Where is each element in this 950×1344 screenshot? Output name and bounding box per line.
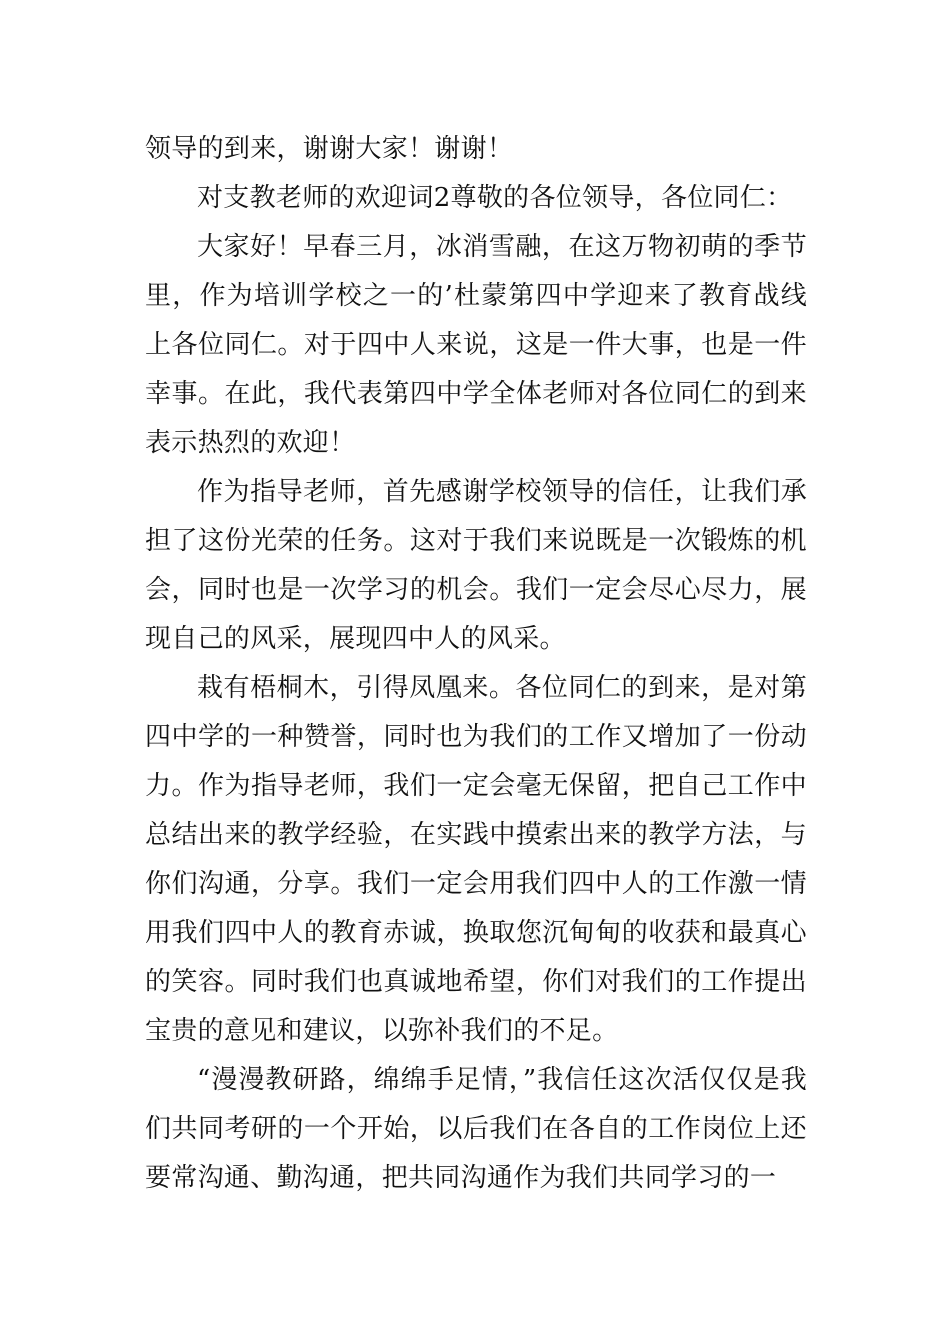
paragraph-heading-greeting: 对支教老师的欢迎词2尊敬的各位领导，各位同仁： [197, 183, 793, 213]
paragraph-commitment: 栽有梧桐木，引得凤凰来。各位同仁的到来，是对第四中学的一种赞誉，同时也为我们的工作又增加了一份动力。作为指导老师，我们一定会毫无保留，把自己工作中总结出来的教学经验，在实践中摸索出来的教学方法，与你们沟通，分享。我们一定会用我们四中人的工作激一情用我们四中人的教育赤诚，换取您沉甸甸的收获和最真心的笑容。同时我们也真诚地希望，你们对我们的工作提出宝贵的意见和建议，以弥补我们的不足。 [145, 673, 807, 1046]
paragraph-closing: “漫漫教研路，绵绵手足情，”我信任这次活仅仅是我们共同考研的一个开始，以后我们在各自的工作岗位上还要常沟通、勤沟通，把共同沟通作为我们共同学习的一 [145, 1065, 807, 1193]
paragraph-welcome: 大家好！早春三月，冰消雪融，在这万物初萌的季节里，作为培训学校之一的’杜蒙第四中学迎来了教育战线上各位同仁。对于四中人来说，这是一件大事，也是一件幸事。在此，我代表第四中学全体老师对各位同仁的到来表示热烈的欢迎！ [145, 232, 807, 458]
paragraph-continuation: 领导的到来，谢谢大家！谢谢！ [145, 134, 514, 164]
paragraph-gratitude: 作为指导老师，首先感谢学校领导的信任，让我们承担了这份光荣的任务。这对于我们来说既是一次锻炼的机会，同时也是一次学习的机会。我们一定会尽心尽力，展现自己的风采，展现四中人的风采。 [145, 477, 807, 654]
document-body [145, 125, 807, 1203]
